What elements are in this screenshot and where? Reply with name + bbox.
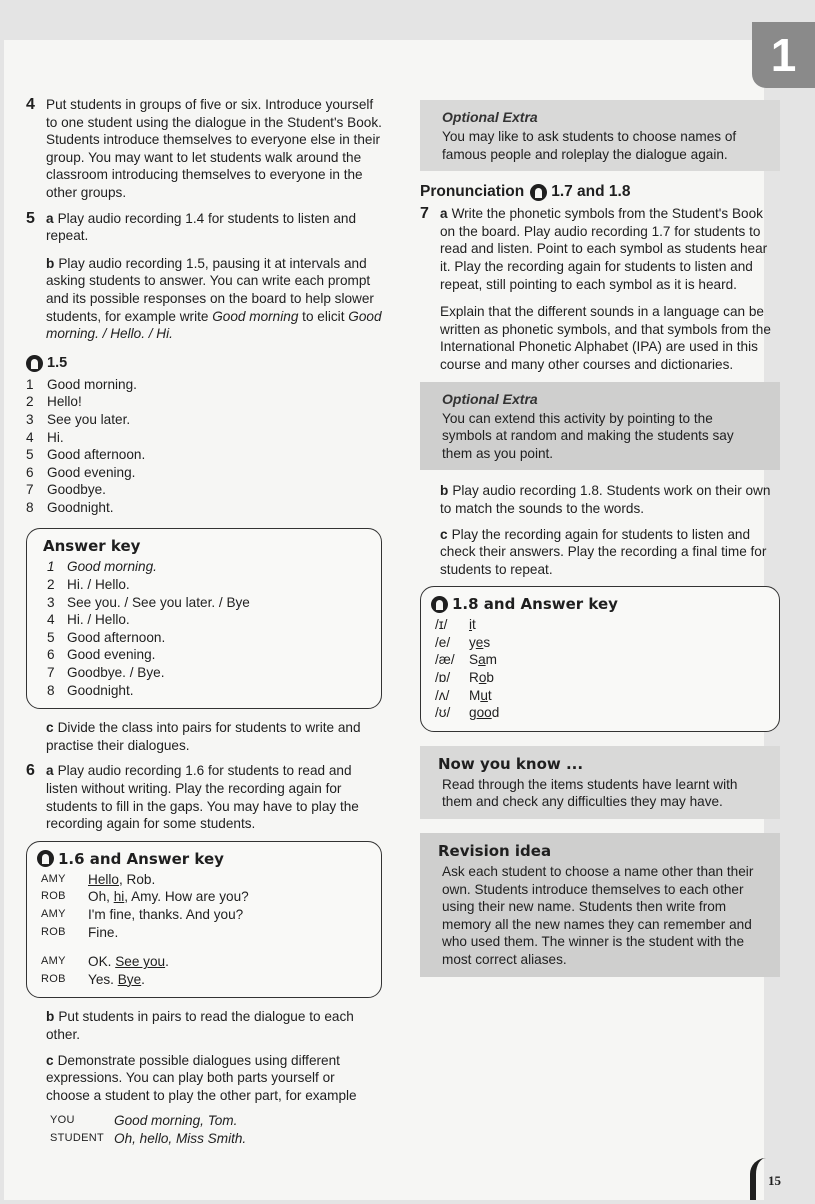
phonetic-word [469,669,494,687]
pronunciation-label: Pronunciation [420,183,525,201]
pronunciation-heading [420,183,780,201]
line-text: I'm fine, thanks. And you? [88,906,244,922]
line-text: , Rob. [118,871,156,887]
word-sound: oo [476,705,492,721]
dialogue-line [50,1112,382,1130]
line-text: Yes. [88,971,118,987]
word-sound: u [480,687,488,703]
item-text: Play audio recording 1.5, pausing it at intervals and asking students to answer. You can write each prompt and its possible responses on the board to help slower students, for example write [46,255,374,324]
revision-idea-box [420,833,780,977]
now-you-know-title: Now you know ... [438,754,584,773]
headphones-icon [37,850,54,867]
list-item [26,446,382,464]
example-text: Good morning [212,308,299,324]
section-4-text: Put students in groups of five or six. Introduce yourself to one student using the dialogue in the Student's Book. Students introduce themselves to everyone else in their group. You may want to let students walk around the classroom introducing themselves to everyone in the other groups. [46,97,382,200]
item-text: Good afternoon. [67,629,166,645]
optional-extra-title: Optional Extra [442,109,538,125]
list-item [26,429,382,447]
section-number: 4 [26,96,35,113]
item-text: Hi. [47,429,64,445]
item-number: 6 [26,464,34,480]
dialogue-line [50,1130,382,1148]
word-sound: o [478,670,487,686]
section-5c [46,719,382,754]
gap-answer: See you [115,954,166,970]
item-number: 6 [47,647,55,663]
item-number: 5 [47,629,55,645]
section-4 [26,96,382,202]
item-number: 2 [47,577,55,593]
dialogue-line [41,888,371,906]
line-text: . [165,954,169,970]
dialogue-line [41,906,371,924]
item-text: Goodnight. [67,682,134,698]
item-number: 2 [26,394,34,410]
list-item [47,664,371,682]
item-text: Good evening. [67,647,156,663]
item-number: 7 [26,482,34,498]
phonetic-word [469,616,476,634]
word-part: s [483,634,491,650]
item-number: 8 [26,499,34,515]
speaker: ROB [41,890,66,903]
list-item [26,376,382,394]
section-number: 6 [26,762,35,780]
line-text: OK. [88,954,116,970]
list-item [47,558,371,576]
phonetic-row [435,687,769,705]
list-item [26,411,382,429]
audio-title: 1.6 and Answer key [58,849,224,868]
line-text: Good morning, Tom. [114,1113,238,1129]
speaker: STUDENT [50,1131,105,1144]
line-text: Oh, [88,889,114,905]
item-number: 1 [26,376,34,392]
speaker: ROB [41,972,66,985]
line-text: , Amy. How are you? [124,889,249,905]
section-7c [440,526,780,579]
headphones-icon [431,596,448,613]
phonetic-word [469,687,492,705]
list-item [26,393,382,411]
optional-extra-title: Optional Extra [442,390,538,407]
unit-number: 1 [770,29,797,81]
example-text: Good morning. / Hello. / Hi. [46,308,382,342]
item-text: Divide the class into pairs for students to write and practise their dialogues. [46,720,361,753]
section-5b [46,255,382,343]
answer-key-box [26,528,382,709]
dialogue-line [41,871,371,889]
word-sound: a [478,652,486,668]
pronunciation-tracks: 1.7 and 1.8 [551,183,631,201]
section-7b [440,482,780,517]
item-text: See you later. [47,411,131,427]
audio-1-5-list [26,376,382,517]
item-number: 3 [26,411,34,427]
list-item [47,629,371,647]
list-item [26,481,382,499]
revision-idea-title: Revision idea [438,842,552,861]
word-sound: i [469,617,473,633]
optional-extra-text: You can extend this activity by pointing to the symbols at random and making the students say them as you point. [442,410,734,461]
audio-1-5-heading [26,355,382,372]
item-letter: a [46,210,54,226]
phonetic-row [435,669,769,687]
word-part: y [469,634,476,650]
word-part: b [486,670,494,686]
list-item [47,594,371,612]
section-7 [420,205,780,373]
left-column [26,96,382,1148]
audio-1-6-box [26,841,382,999]
list-item [47,682,371,700]
phonetic-row [435,616,769,634]
gap-answer: Bye [117,971,142,987]
word-sound: e [475,634,484,650]
section-6 [26,762,382,832]
word-part: t [487,687,492,703]
section-5a [46,210,382,245]
phonetic-symbol: /ɒ/ [435,670,451,686]
word-part: t [472,617,476,633]
line-text: Oh, hello, Miss Smith. [114,1130,247,1146]
phonetic-row [435,704,769,722]
word-part: g [469,705,477,721]
right-column [420,100,780,989]
section-5 [26,210,382,343]
item-number: 3 [47,594,55,610]
section-number: 5 [26,209,35,227]
section-7-explain: Explain that the different sounds in a language can be written as phonetic symbols, and that symbols from the International Phonetic Alphabet (IPA) are used in this course and many other courses and dictionaries. [440,304,771,372]
word-part: M [469,687,481,703]
headphones-icon [26,355,43,372]
dialogue-line [41,924,371,942]
item-text: Good evening. [47,464,136,480]
optional-extra-box [420,382,780,471]
item-text: Hello! [47,394,82,410]
answer-key-title: Answer key [43,537,141,556]
page-number [750,1158,812,1200]
list-item [47,646,371,664]
headphones-icon [530,184,547,201]
phonetic-symbol: /e/ [435,634,451,650]
audio-1-8-heading [431,595,769,613]
item-text: See you. / See you later. / Bye [67,594,250,610]
item-text: Play audio recording 1.4 for students to listen and repeat. [46,210,357,244]
word-part: S [469,652,479,668]
audio-1-8-box [420,586,780,732]
dialogue-line [41,971,371,989]
item-letter: b [46,255,55,271]
item-text: Demonstrate possible dialogues using different expressions. You can play both parts yourself or choose a student to play the other part, for example [46,1052,357,1103]
item-letter: a [46,763,54,779]
gap-answer: Hello [88,871,119,887]
item-text: Hi. / Hello. [67,577,130,593]
speaker: AMY [41,872,66,885]
line-text: . [141,971,145,987]
speaker: AMY [41,955,66,968]
item-letter: b [440,483,449,499]
phonetic-symbol: /æ/ [435,652,455,668]
item-text: Play audio recording 1.8. Students work on their own to match the sounds to the words. [440,483,771,516]
section-6b [46,1008,382,1043]
item-text: Good morning. [67,559,157,575]
audio-title: 1.5 [47,355,68,372]
item-number: 8 [47,682,55,698]
item-number: 5 [26,447,34,463]
list-item [47,576,371,594]
list-item [47,611,371,629]
answer-key-list [47,576,371,699]
phonetic-list [435,616,769,722]
unit-tab [752,22,815,88]
item-letter: c [46,720,54,736]
item-text: Play the recording again for students to listen and check their answers. Play the recording a final time for students to repeat. [440,526,767,577]
speaker: AMY [41,907,66,920]
phonetic-symbol: /ʌ/ [435,687,450,703]
optional-extra-box [420,100,780,171]
audio-1-6-heading [37,850,371,868]
audio-title: 1.8 and Answer key [452,595,618,614]
item-text: Good morning. [47,376,137,392]
item-text: Goodbye. / Bye. [67,665,165,681]
item-text: Write the phonetic symbols from the Student's Book on the board. Play audio recording 1.7 for students to read and listen. Point to each symbol as students hear it. Play the recording again for students to listen and repeat, still pointing to each symbol as it is heard. [440,206,768,292]
now-you-know-text: Read through the items students have learnt with them and check any difficulties they may have. [442,776,738,810]
item-letter: b [46,1009,55,1025]
phonetic-word [469,634,490,652]
phonetic-row [435,634,769,652]
revision-idea-text: Ask each student to choose a name other than their own. Students introduce themselves to each other using their new name. Students then write from memory all the new names they can remember and who used them. The winner is the student with the most correct aliases. [442,864,754,967]
section-6c [46,1052,382,1105]
item-text: Play audio recording 1.6 for students to read and listen without writing. Play the recording again for students to fill in the gaps. You may have to play the recording again for some students. [46,763,359,832]
item-text: Put students in pairs to read the dialogue to each other. [46,1009,354,1042]
dialogue-line [41,953,371,971]
item-letter: c [46,1052,54,1068]
phonetic-symbol: /ɪ/ [435,617,448,633]
list-item [26,464,382,482]
item-number: 1 [47,559,55,575]
item-text: Goodnight. [47,499,114,515]
item-number: 4 [47,612,55,628]
item-number: 7 [47,665,55,681]
speaker: YOU [50,1114,75,1127]
speaker: ROB [41,925,66,938]
section-number: 7 [420,205,429,223]
word-part: d [491,705,500,721]
item-text: Goodbye. [47,482,106,498]
example-dialogue [50,1112,382,1147]
section-7a [440,205,780,293]
phonetic-symbol: /ʊ/ [435,705,451,721]
item-text: Good afternoon. [47,447,146,463]
word-part: R [469,670,479,686]
item-text: to elicit [302,308,345,324]
phonetic-word [469,704,499,722]
page-number-text: 15 [768,1173,781,1188]
gap-answer: hi [113,889,125,905]
optional-extra-text: You may like to ask students to choose names of famous people and roleplay the dialogue again. [442,129,737,162]
now-you-know-box [420,746,780,819]
item-number: 4 [26,429,34,445]
word-part: m [485,652,497,668]
phonetic-row [435,651,769,669]
phonetic-word [469,651,497,669]
item-text: Hi. / Hello. [67,612,130,628]
item-letter: c [440,526,448,542]
list-item [26,499,382,517]
section-6a [46,762,382,832]
line-text: Fine. [88,924,119,940]
item-letter: a [440,206,448,222]
